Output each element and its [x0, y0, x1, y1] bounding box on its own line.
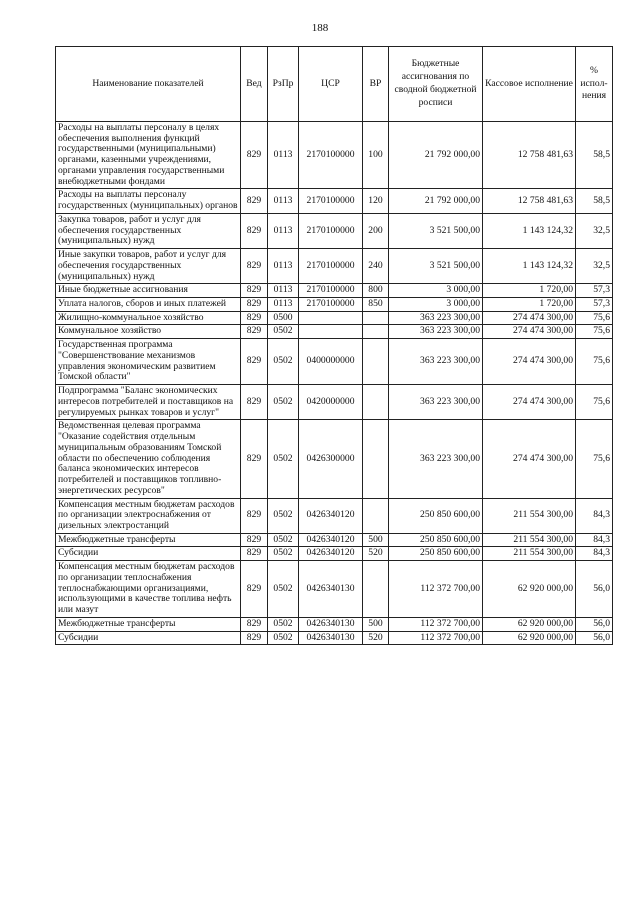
row-csr: [299, 325, 363, 339]
row-name: Иные закупки товаров, работ и услуг для обеспечения государственных (муниципальных) нужд: [56, 249, 241, 284]
row-ved: 829: [241, 385, 268, 420]
row-pct: 75,6: [576, 325, 613, 339]
header-pct: % испол-нения: [576, 47, 613, 122]
row-vr: [363, 339, 389, 385]
row-cash: 12 758 481,63: [483, 189, 576, 213]
row-vr: [363, 311, 389, 325]
row-rzpr: 0502: [268, 325, 299, 339]
header-rzpr: РзПр: [268, 47, 299, 122]
table-row: [56, 213, 613, 248]
row-pct: 84,3: [576, 498, 613, 533]
row-assigned: 3 000,00: [389, 298, 483, 312]
row-ved: 829: [241, 284, 268, 298]
row-name: Межбюджетные трансферты: [56, 617, 241, 631]
row-vr: 520: [363, 547, 389, 561]
row-ved: 829: [241, 617, 268, 631]
row-ved: 829: [241, 213, 268, 248]
row-name: Закупка товаров, работ и услуг для обеспечения государственных (муниципальных) нужд: [56, 213, 241, 248]
row-ved: 829: [241, 547, 268, 561]
row-assigned: 250 850 600,00: [389, 498, 483, 533]
header-assigned: Бюджетные ассигнования по сводной бюджетной росписи: [389, 47, 483, 122]
row-cash: 12 758 481,63: [483, 122, 576, 189]
row-pct: 56,0: [576, 631, 613, 645]
row-csr: 0400000000: [299, 339, 363, 385]
row-assigned: 363 223 300,00: [389, 339, 483, 385]
row-pct: 57,3: [576, 284, 613, 298]
row-rzpr: 0502: [268, 617, 299, 631]
table-row: [56, 249, 613, 284]
row-pct: 84,3: [576, 547, 613, 561]
table-row: [56, 189, 613, 213]
row-assigned: 3 521 500,00: [389, 213, 483, 248]
row-pct: 75,6: [576, 385, 613, 420]
row-csr: 0426340130: [299, 561, 363, 618]
table-row: [56, 339, 613, 385]
row-assigned: 112 372 700,00: [389, 631, 483, 645]
row-pct: 56,0: [576, 617, 613, 631]
header-cash: Кассовое исполнение: [483, 47, 576, 122]
row-cash: 274 474 300,00: [483, 339, 576, 385]
table-row: [56, 617, 613, 631]
row-name: Подпрограмма "Баланс экономических интересов потребителей и поставщиков на регулируемых рынках товаров и услуг": [56, 385, 241, 420]
row-name: Иные бюджетные ассигнования: [56, 284, 241, 298]
row-vr: 500: [363, 617, 389, 631]
row-cash: 274 474 300,00: [483, 385, 576, 420]
row-cash: 1 143 124,32: [483, 249, 576, 284]
row-name: Коммунальное хозяйство: [56, 325, 241, 339]
row-pct: 32,5: [576, 213, 613, 248]
row-csr: 0426300000: [299, 420, 363, 498]
row-pct: 57,3: [576, 298, 613, 312]
row-vr: 850: [363, 298, 389, 312]
page-number: 188: [311, 22, 329, 34]
row-vr: 100: [363, 122, 389, 189]
row-ved: 829: [241, 249, 268, 284]
row-vr: [363, 420, 389, 498]
table-row: [56, 631, 613, 645]
row-cash: 274 474 300,00: [483, 311, 576, 325]
row-rzpr: 0502: [268, 547, 299, 561]
table-row: [56, 298, 613, 312]
row-rzpr: 0113: [268, 189, 299, 213]
row-csr: 0426340120: [299, 547, 363, 561]
row-vr: 200: [363, 213, 389, 248]
row-vr: 800: [363, 284, 389, 298]
table-row: [56, 533, 613, 547]
row-cash: 1 720,00: [483, 284, 576, 298]
row-vr: 520: [363, 631, 389, 645]
row-ved: 829: [241, 498, 268, 533]
row-csr: 2170100000: [299, 284, 363, 298]
row-assigned: 112 372 700,00: [389, 617, 483, 631]
row-name: Ведомственная целевая программа "Оказание содействия отдельным муниципальным образованиям Томской области по обеспечению соблюдения баланса экономических интересов потребителей и поставщиков топливно-энергетических ресурсов": [56, 420, 241, 498]
row-pct: 58,5: [576, 189, 613, 213]
row-cash: 62 920 000,00: [483, 631, 576, 645]
header-name: Наименование показателей: [56, 47, 241, 122]
row-vr: [363, 325, 389, 339]
row-cash: 62 920 000,00: [483, 561, 576, 618]
table-row: [56, 325, 613, 339]
row-cash: 211 554 300,00: [483, 533, 576, 547]
row-vr: 500: [363, 533, 389, 547]
row-csr: 2170100000: [299, 249, 363, 284]
row-csr: 0426340120: [299, 498, 363, 533]
row-ved: 829: [241, 420, 268, 498]
header-ved: Вед: [241, 47, 268, 122]
row-ved: 829: [241, 325, 268, 339]
row-rzpr: 0502: [268, 339, 299, 385]
row-csr: 2170100000: [299, 213, 363, 248]
row-cash: 274 474 300,00: [483, 420, 576, 498]
row-cash: 62 920 000,00: [483, 617, 576, 631]
row-ved: 829: [241, 631, 268, 645]
row-vr: 120: [363, 189, 389, 213]
row-rzpr: 0502: [268, 561, 299, 618]
row-csr: 2170100000: [299, 298, 363, 312]
row-rzpr: 0502: [268, 420, 299, 498]
row-assigned: 250 850 600,00: [389, 547, 483, 561]
row-cash: 1 143 124,32: [483, 213, 576, 248]
row-assigned: 363 223 300,00: [389, 420, 483, 498]
row-ved: 829: [241, 533, 268, 547]
row-csr: 0420000000: [299, 385, 363, 420]
row-name: Межбюджетные трансферты: [56, 533, 241, 547]
row-name: Субсидии: [56, 631, 241, 645]
row-csr: 2170100000: [299, 122, 363, 189]
row-assigned: 3 521 500,00: [389, 249, 483, 284]
row-rzpr: 0113: [268, 213, 299, 248]
table-row: [56, 311, 613, 325]
row-name: Компенсация местным бюджетам расходов по организации теплоснабжения теплоснабжающими организациями, использующими в качестве топлива нефть или мазут: [56, 561, 241, 618]
row-assigned: 363 223 300,00: [389, 311, 483, 325]
row-vr: [363, 561, 389, 618]
row-ved: 829: [241, 122, 268, 189]
table-row: [56, 385, 613, 420]
row-ved: 829: [241, 298, 268, 312]
row-rzpr: 0113: [268, 298, 299, 312]
row-name: Уплата налогов, сборов и иных платежей: [56, 298, 241, 312]
row-vr: [363, 385, 389, 420]
row-pct: 32,5: [576, 249, 613, 284]
row-name: Расходы на выплаты персоналу в целях обеспечения выполнения функций государственными (муниципальными) органами, казенными учреждениями, органами управления государственными внебюджетными фондами: [56, 122, 241, 189]
row-pct: 56,0: [576, 561, 613, 618]
row-name: Государственная программа "Совершенствование механизмов управления экономическим развитием Томской области": [56, 339, 241, 385]
table-row: [56, 561, 613, 618]
row-assigned: 363 223 300,00: [389, 385, 483, 420]
row-cash: 274 474 300,00: [483, 325, 576, 339]
row-rzpr: 0502: [268, 498, 299, 533]
table-row: [56, 498, 613, 533]
row-pct: 58,5: [576, 122, 613, 189]
table-row: [56, 122, 613, 189]
row-vr: 240: [363, 249, 389, 284]
row-rzpr: 0113: [268, 249, 299, 284]
row-rzpr: 0113: [268, 122, 299, 189]
row-csr: 0426340120: [299, 533, 363, 547]
row-rzpr: 0502: [268, 533, 299, 547]
row-rzpr: 0113: [268, 284, 299, 298]
header-csr: ЦСР: [299, 47, 363, 122]
row-pct: 84,3: [576, 533, 613, 547]
row-name: Компенсация местным бюджетам расходов по организации электроснабжения от дизельных электростанций: [56, 498, 241, 533]
row-rzpr: 0502: [268, 385, 299, 420]
row-assigned: 363 223 300,00: [389, 325, 483, 339]
row-pct: 75,6: [576, 311, 613, 325]
row-assigned: 21 792 000,00: [389, 189, 483, 213]
table-row: [56, 547, 613, 561]
row-name: Жилищно-коммунальное хозяйство: [56, 311, 241, 325]
row-assigned: 112 372 700,00: [389, 561, 483, 618]
row-pct: 75,6: [576, 420, 613, 498]
table-row: [56, 420, 613, 498]
row-rzpr: 0500: [268, 311, 299, 325]
row-rzpr: 0502: [268, 631, 299, 645]
row-csr: 2170100000: [299, 189, 363, 213]
header-row: [56, 47, 613, 122]
row-csr: [299, 311, 363, 325]
row-assigned: 21 792 000,00: [389, 122, 483, 189]
row-assigned: 3 000,00: [389, 284, 483, 298]
table-row: [56, 284, 613, 298]
row-ved: 829: [241, 311, 268, 325]
row-cash: 211 554 300,00: [483, 498, 576, 533]
row-name: Субсидии: [56, 547, 241, 561]
row-cash: 1 720,00: [483, 298, 576, 312]
row-csr: 0426340130: [299, 631, 363, 645]
header-vr: ВР: [363, 47, 389, 122]
budget-table: [55, 46, 613, 645]
row-csr: 0426340130: [299, 617, 363, 631]
row-vr: [363, 498, 389, 533]
row-ved: 829: [241, 339, 268, 385]
row-pct: 75,6: [576, 339, 613, 385]
row-name: Расходы на выплаты персоналу государственных (муниципальных) органов: [56, 189, 241, 213]
row-cash: 211 554 300,00: [483, 547, 576, 561]
row-ved: 829: [241, 189, 268, 213]
row-ved: 829: [241, 561, 268, 618]
row-assigned: 250 850 600,00: [389, 533, 483, 547]
